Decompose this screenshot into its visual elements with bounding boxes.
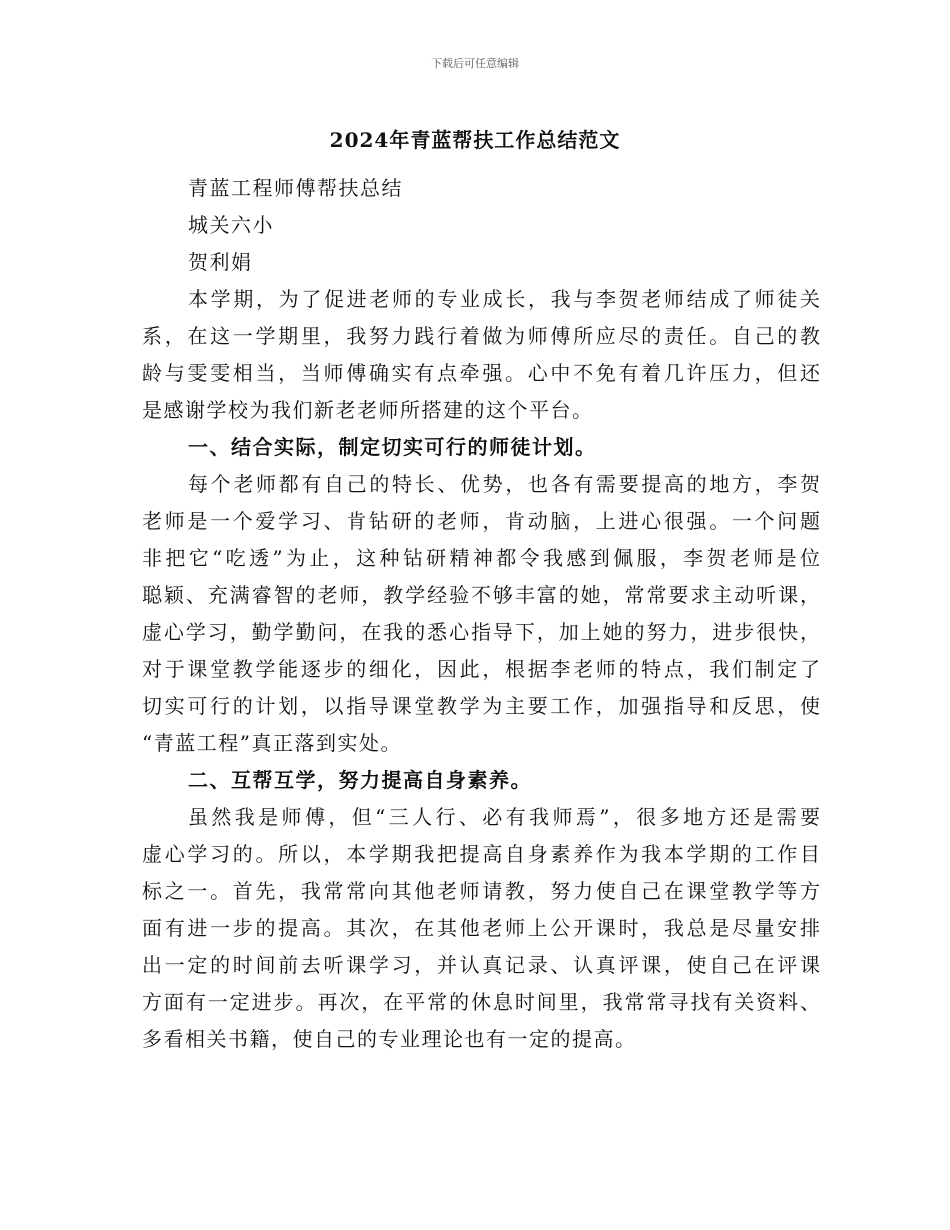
text-line: 方面有一定进步。再次，在平常的休息时间里，我常常寻找有关资料、 xyxy=(142,990,820,1014)
section-heading: 二、互帮互学，努力提高自身素养。 xyxy=(188,768,532,792)
text-line: 多看相关书籍，使自己的专业理论也有一定的提高。 xyxy=(142,1027,637,1051)
text-line: 虚心学习的。所以，本学期我把提高自身素养作为我本学期的工作目 xyxy=(142,842,820,866)
header-note: 下载后可任意编辑 xyxy=(431,57,519,70)
text-line: 贺利娟 xyxy=(188,250,253,274)
document-body xyxy=(142,170,820,1058)
text-line: 虚心学习，勤学勤问，在我的悉心指导下，加上她的努力，进步很快， xyxy=(142,620,820,644)
text-line: 切实可行的计划，以指导课堂教学为主要工作，加强指导和反思，使 xyxy=(142,694,820,718)
text-line: 本学期，为了促进老师的专业成长，我与李贺老师结成了师徒关 xyxy=(188,287,820,311)
text-line: 出一定的时间前去听课学习，并认真记录、认真评课，使自己在评课 xyxy=(142,953,820,977)
text-line: 是感谢学校为我们新老老师所搭建的这个平台。 xyxy=(142,398,594,422)
text-line: “青蓝工程”真正落到实处。 xyxy=(142,731,402,755)
text-line: 青蓝工程师傅帮扶总结 xyxy=(188,176,403,200)
text-line: 面有进一步的提高。其次，在其他老师上公开课时，我总是尽量安排 xyxy=(142,916,820,940)
text-line: 每个老师都有自己的特长、优势，也各有需要提高的地方，李贺 xyxy=(188,472,820,496)
document-title: 2024年青蓝帮扶工作总结范文 xyxy=(329,128,621,152)
text-line: 虽然我是师傅，但“三人行、必有我师焉”，很多地方还是需要 xyxy=(188,805,820,829)
text-line: 非把它“吃透”为止，这种钻研精神都令我感到佩服，李贺老师是位 xyxy=(142,546,820,570)
text-line: 系，在这一学期里，我努力践行着做为师傅所应尽的责任。自己的教 xyxy=(142,324,820,348)
text-line: 龄与雯雯相当，当师傅确实有点牵强。心中不免有着几许压力，但还 xyxy=(142,361,820,385)
text-line: 对于课堂教学能逐步的细化，因此，根据李老师的特点，我们制定了 xyxy=(142,657,820,681)
text-line: 城关六小 xyxy=(188,213,274,237)
section-heading: 一、结合实际，制定切实可行的师徒计划。 xyxy=(188,435,597,459)
text-line: 老师是一个爱学习、肯钻研的老师，肯动脑，上进心很强。一个问题 xyxy=(142,509,820,533)
text-line: 聪颖、充满睿智的老师，教学经验不够丰富的她，常常要求主动听课， xyxy=(142,583,820,607)
text-line: 标之一。首先，我常常向其他老师请教，努力使自己在课堂教学等方 xyxy=(142,879,820,903)
